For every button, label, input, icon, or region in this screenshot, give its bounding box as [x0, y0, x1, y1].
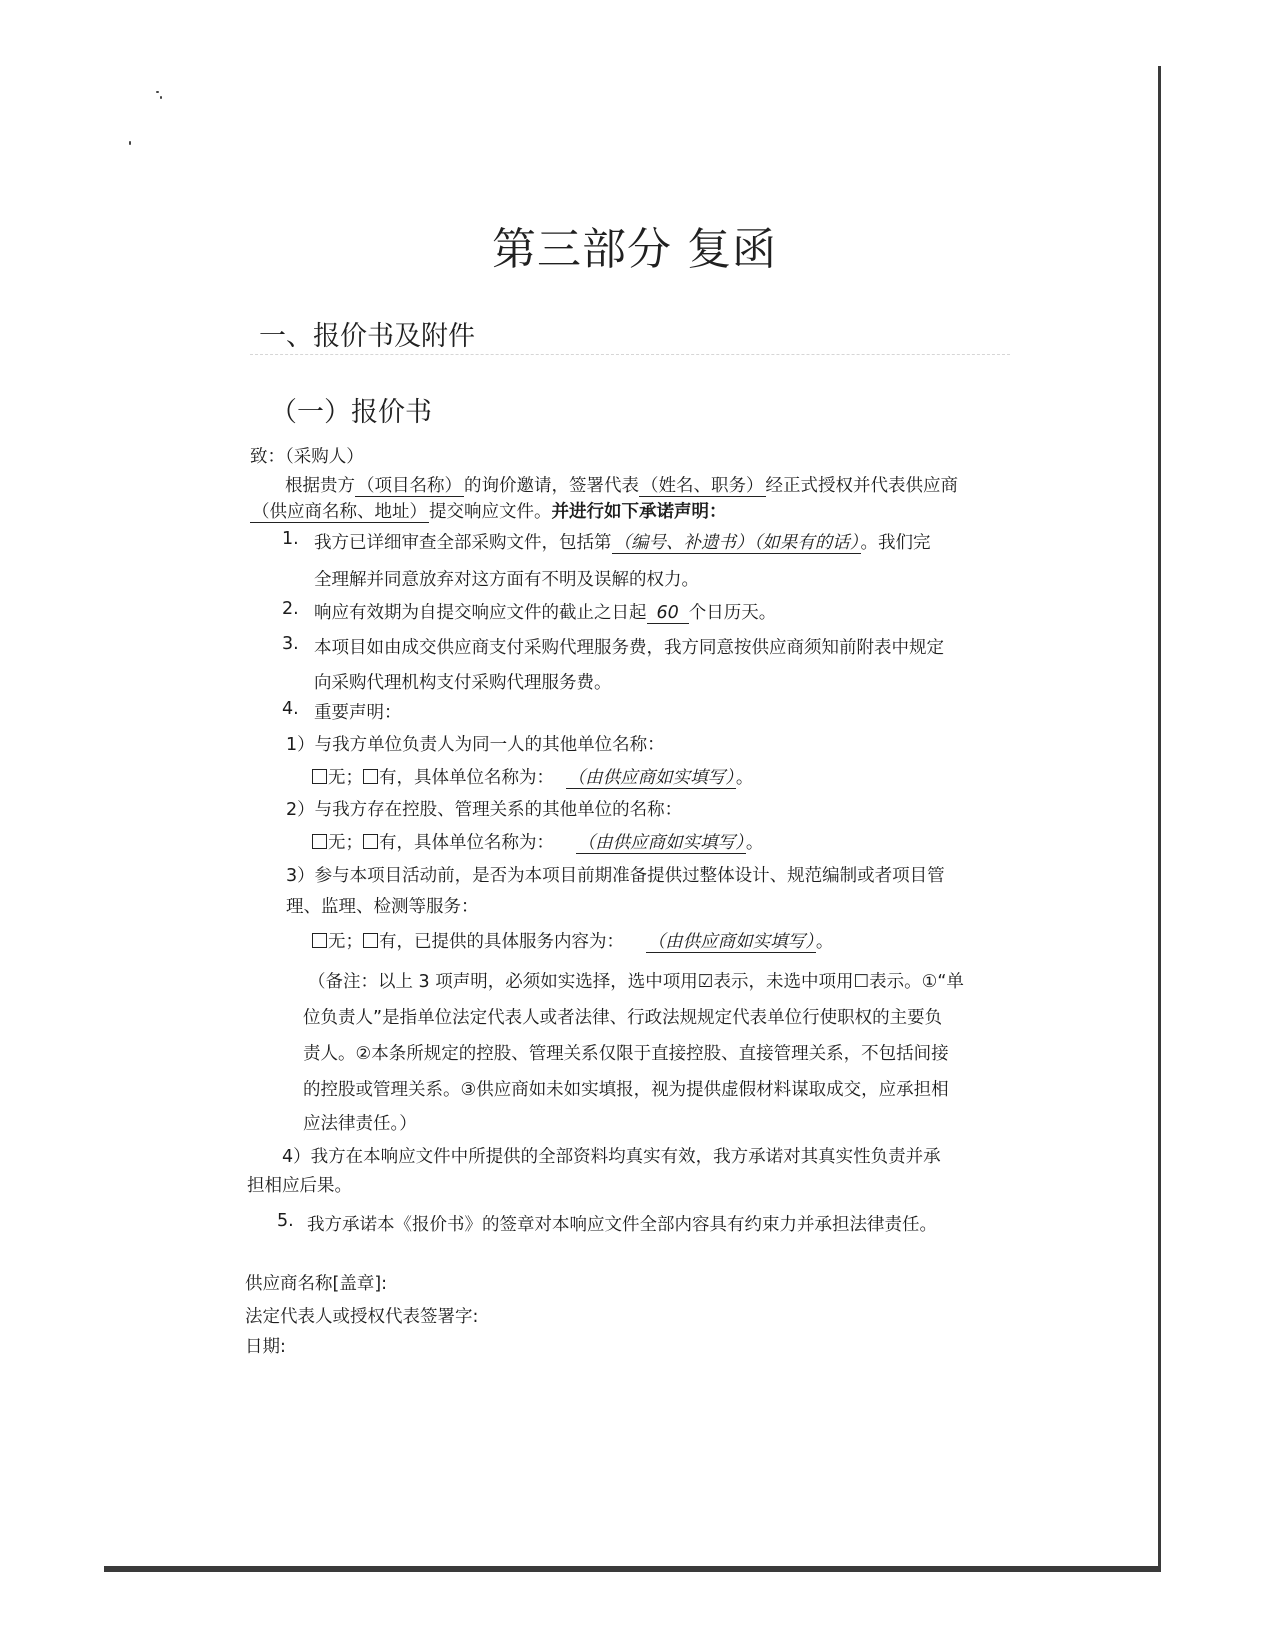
- item-text: 个日历天。: [688, 603, 777, 623]
- item-4-heading: 重要声明：: [314, 703, 402, 723]
- checkbox-has[interactable]: [363, 769, 378, 784]
- signature-representative: 法定代表人或授权代表签署字:: [245, 1307, 479, 1327]
- note-line-3: 责人。②本条所规定的控股、管理关系仅限于直接控股、直接管理关系，不包括间接: [303, 1044, 949, 1064]
- declaration-2: 2）与我方存在控股、管理关系的其他单位的名称：: [286, 800, 683, 820]
- item-text: 响应有效期为自提交响应文件的截止之日起: [314, 603, 647, 623]
- signature-supplier-name: 供应商名称[盖章]:: [245, 1274, 388, 1294]
- supplier-blank: （供应商名称、地址）: [252, 502, 427, 522]
- fill-blank: （由供应商如实填写）: [567, 768, 734, 788]
- intro-text: 根据贵方: [285, 476, 355, 496]
- item-1-line-2: 全理解并同意放弃对这方面有不明及误解的权力。: [314, 570, 699, 590]
- option-label: 有，具体单位名称为：: [379, 768, 554, 788]
- intro-text: 提交响应文件。: [429, 502, 552, 522]
- page-edge-bottom: [104, 1566, 1161, 1572]
- checkbox-none[interactable]: [312, 933, 327, 948]
- item-1-blank: （编号、补遗书）（如果有的话）: [613, 533, 859, 553]
- page-title: 第三部分 复函: [492, 224, 777, 275]
- subsection-heading: （一）报价书: [270, 397, 432, 428]
- option-label: 无；: [328, 932, 363, 952]
- declaration-3-line-2: 理、监理、检测等服务：: [286, 897, 479, 917]
- item-3-line-1: 本项目如由成交供应商支付采购代理服务费，我方同意按供应商须知前附表中规定: [314, 638, 944, 658]
- intro-text: 经正式授权并代表供应商: [765, 476, 958, 496]
- note-line-2: 位负责人”是指单位法定代表人或者法律、行政法规规定代表单位行使职权的主要负: [303, 1008, 943, 1028]
- checkbox-has[interactable]: [363, 933, 378, 948]
- declaration-1: 1）与我方单位负责人为同一人的其他单位名称：: [286, 735, 665, 755]
- item-5-number: 5.: [277, 1211, 294, 1231]
- option-label: 无；: [328, 768, 363, 788]
- section-heading: 一、报价书及附件: [259, 321, 475, 352]
- declaration-1-options: [312, 764, 753, 789]
- fill-blank: （由供应商如实填写）: [577, 833, 744, 853]
- item-5-text: 我方承诺本《报价书》的签章对本响应文件全部内容具有约束力并承担法律责任。: [307, 1215, 937, 1235]
- note-line-1: （备注：以上 3 项声明，必须如实选择，选中项用☑表示，未选中项用☐表示。①“单: [308, 972, 964, 992]
- scan-speck: [160, 96, 162, 99]
- intro-commitment: 并进行如下承诺声明：: [551, 502, 727, 522]
- item-text: 我方已详细审查全部采购文件，包括第: [314, 533, 612, 553]
- item-2-line: [314, 599, 776, 624]
- note-line-5: 应法律责任。）: [303, 1114, 417, 1134]
- option-label: 无；: [328, 833, 363, 853]
- scan-speck: [156, 91, 159, 93]
- declaration-3-line-1: 3）参与本项目活动前，是否为本项目前期准备提供过整体设计、规范编制或者项目管: [286, 866, 945, 886]
- punctuation: 。: [745, 833, 764, 853]
- checkbox-none[interactable]: [312, 769, 327, 784]
- signature-date: 日期:: [245, 1337, 286, 1357]
- option-label: 有，已提供的具体服务内容为：: [379, 932, 624, 952]
- intro-line-2: [250, 498, 727, 523]
- validity-days-blank: 60: [647, 603, 689, 624]
- punctuation: 。: [815, 932, 834, 952]
- salutation: 致：（采购人）: [250, 447, 364, 467]
- item-2-number: 2.: [282, 599, 299, 619]
- item-4-number: 4.: [282, 699, 299, 719]
- option-label: 有，具体单位名称为：: [379, 833, 554, 853]
- scan-fold-line: [250, 354, 1010, 356]
- representative-blank: （姓名、职务）: [641, 476, 764, 496]
- fill-blank: （由供应商如实填写）: [647, 932, 814, 952]
- punctuation: 。: [735, 768, 754, 788]
- declaration-2-options: [312, 829, 763, 854]
- declaration-4-line-2: 担相应后果。: [247, 1176, 352, 1196]
- item-1-line-1: [314, 529, 931, 554]
- checkbox-none[interactable]: [312, 834, 327, 849]
- note-line-4: 的控股或管理关系。③供应商如未如实填报，视为提供虚假材料谋取成交，应承担相: [303, 1080, 949, 1100]
- declaration-4-line-1: 4）我方在本响应文件中所提供的全部资料均真实有效，我方承诺对其真实性负责并承: [282, 1147, 941, 1167]
- intro-line-1: [285, 472, 958, 497]
- intro-text: 的询价邀请，签署代表: [464, 476, 639, 496]
- item-3-line-2: 向采购代理机构支付采购代理服务费。: [314, 673, 612, 693]
- page-edge-right: [1158, 66, 1161, 1572]
- scan-speck: [129, 141, 131, 145]
- item-1-number: 1.: [282, 529, 299, 549]
- item-text: 。我们完: [860, 533, 931, 553]
- declaration-3-options: [312, 928, 833, 953]
- checkbox-has[interactable]: [363, 834, 378, 849]
- project-name-blank: （项目名称）: [357, 476, 462, 496]
- item-3-number: 3.: [282, 634, 299, 654]
